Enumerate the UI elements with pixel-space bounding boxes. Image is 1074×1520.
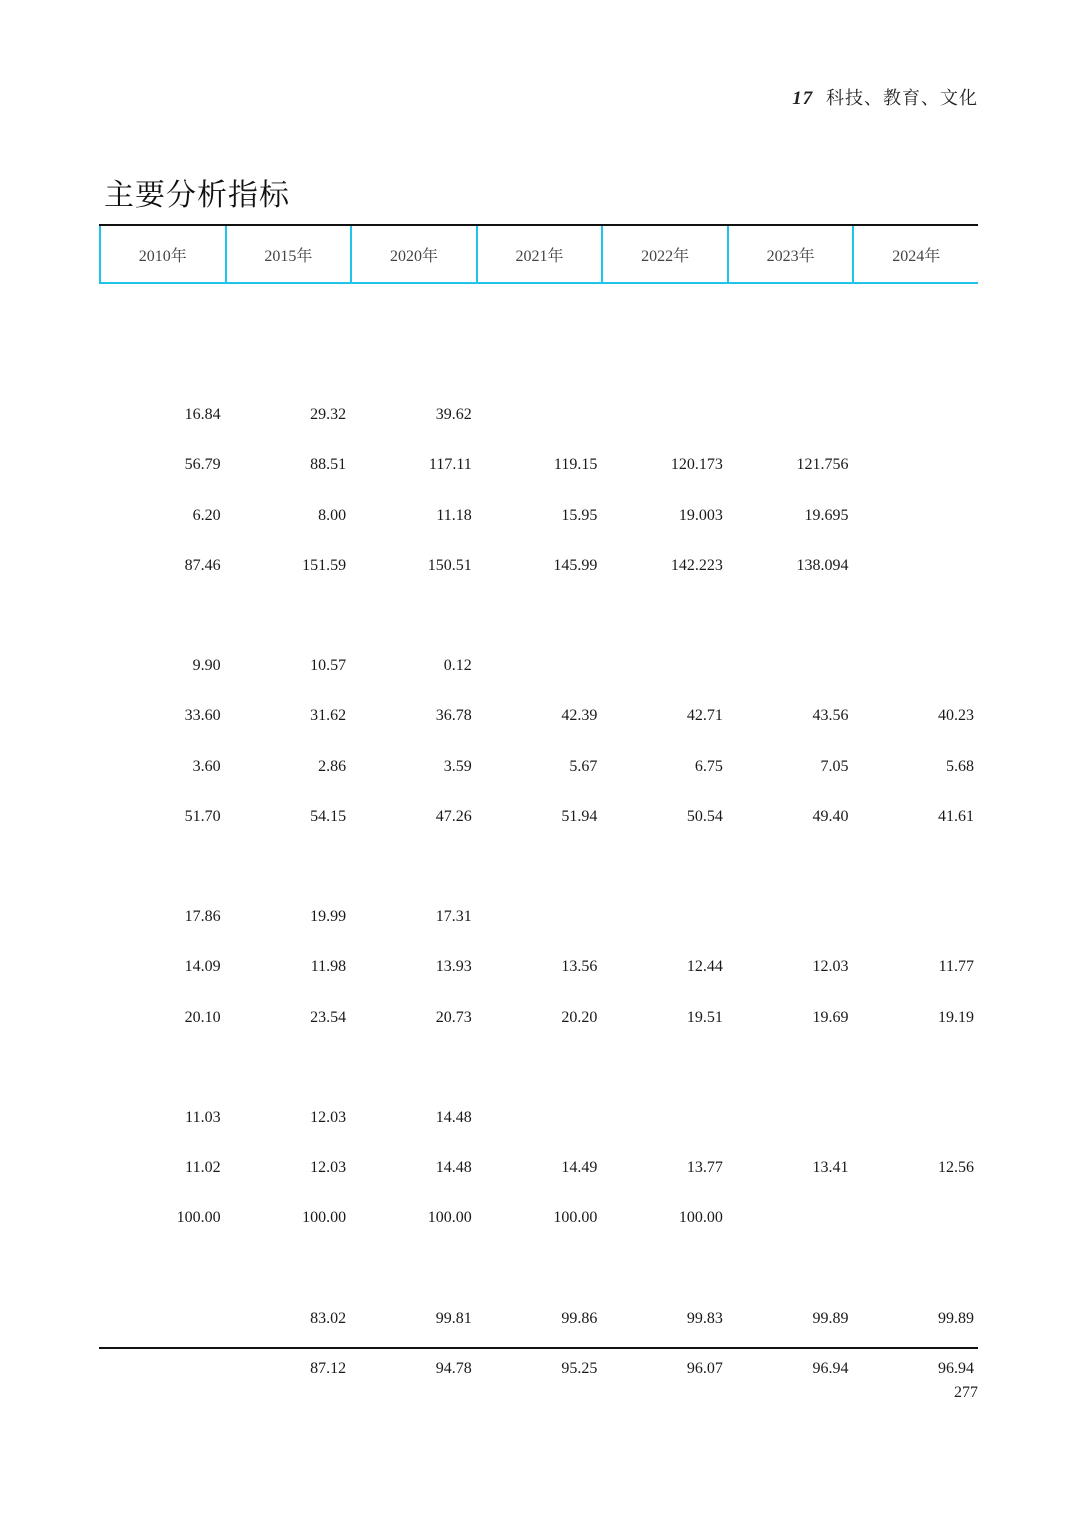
table-cell: 43.56	[812, 707, 849, 725]
table-cell: 36.78	[435, 707, 472, 725]
table-cell: 83.02	[310, 1309, 347, 1327]
column-header: 2023年	[727, 226, 853, 282]
running-head	[792, 84, 978, 110]
table-cell: 19.51	[686, 1008, 723, 1026]
table-row	[99, 491, 978, 541]
table-cell: 11.77	[938, 958, 975, 976]
table-cell: 6.75	[694, 757, 723, 775]
table-cell: 11.98	[310, 958, 347, 976]
table-cell: 14.49	[561, 1159, 598, 1177]
table-cell: 42.39	[561, 707, 598, 725]
table-body	[99, 340, 978, 1394]
table-cell: 13.77	[686, 1159, 723, 1177]
table-cell: 7.05	[820, 757, 849, 775]
table-cell: 19.003	[678, 506, 723, 524]
table-cell: 100.00	[427, 1209, 472, 1227]
table-cell: 12.03	[310, 1108, 347, 1126]
table-row	[99, 792, 978, 842]
table-cell: 13.93	[435, 958, 472, 976]
table-cell: 94.78	[435, 1359, 472, 1377]
table-cell: 13.56	[561, 958, 598, 976]
table-cell: 23.54	[310, 1008, 347, 1026]
table-cell: 12.03	[812, 958, 849, 976]
table-row	[99, 1093, 978, 1143]
column-header: 2021年	[476, 226, 602, 282]
table-cell: 138.094	[796, 556, 849, 574]
section-gap-row	[99, 591, 978, 641]
page-number: 277	[954, 1384, 978, 1401]
table-cell: 29.32	[310, 406, 347, 424]
table-cell: 17.86	[184, 908, 221, 926]
table-cell: 100.00	[678, 1209, 723, 1227]
table-cell: 20.73	[435, 1008, 472, 1026]
table-cell: 39.62	[435, 406, 472, 424]
table-row	[99, 942, 978, 992]
table-row	[99, 691, 978, 741]
column-header: 2024年	[852, 226, 978, 282]
table-cell: 14.09	[184, 958, 221, 976]
table-cell: 119.15	[553, 456, 598, 474]
table-cell: 12.44	[686, 958, 723, 976]
table-cell: 3.59	[443, 757, 472, 775]
chapter-title: 科技、教育、文化	[826, 88, 978, 109]
table-cell: 96.07	[686, 1359, 723, 1377]
column-header: 2020年	[350, 226, 476, 282]
table-cell: 88.51	[310, 456, 347, 474]
table-cell: 87.12	[310, 1359, 347, 1377]
table-cell: 100.00	[176, 1209, 221, 1227]
table-row	[99, 742, 978, 792]
table-cell: 99.83	[686, 1309, 723, 1327]
section-gap-row	[99, 340, 978, 390]
table-cell: 100.00	[302, 1209, 347, 1227]
table-header-row	[99, 226, 978, 284]
table-cell: 56.79	[184, 456, 221, 474]
table-cell: 19.99	[310, 908, 347, 926]
table-cell: 16.84	[184, 406, 221, 424]
table-cell: 9.90	[192, 657, 221, 675]
table-cell: 0.12	[443, 657, 472, 675]
table-row	[99, 440, 978, 490]
table-cell: 12.03	[310, 1159, 347, 1177]
table-cell: 5.68	[946, 757, 975, 775]
table-cell: 5.67	[569, 757, 598, 775]
table-cell: 11.18	[436, 506, 472, 524]
section-gap-row	[99, 1243, 978, 1293]
column-header: 2010年	[99, 226, 225, 282]
table-cell: 3.60	[192, 757, 221, 775]
table-cell: 17.31	[435, 908, 472, 926]
table-cell: 11.02	[185, 1159, 221, 1177]
table-cell: 54.15	[310, 807, 347, 825]
table-cell: 121.756	[796, 456, 849, 474]
table-cell: 20.10	[184, 1008, 221, 1026]
table-row	[99, 390, 978, 440]
table-cell: 117.11	[428, 456, 472, 474]
table-cell: 99.89	[938, 1309, 975, 1327]
table-cell: 31.62	[310, 707, 347, 725]
table-cell: 120.173	[670, 456, 723, 474]
table-cell: 96.94	[938, 1359, 975, 1377]
table-cell: 40.23	[938, 707, 975, 725]
table-cell: 19.695	[804, 506, 849, 524]
table-cell: 14.48	[435, 1108, 472, 1126]
table-cell: 49.40	[812, 807, 849, 825]
table-cell: 50.54	[686, 807, 723, 825]
table-cell: 12.56	[938, 1159, 975, 1177]
table-cell: 41.61	[938, 807, 975, 825]
table-cell: 10.57	[310, 657, 347, 675]
page-title: 主要分析指标	[104, 178, 290, 214]
table-row	[99, 1143, 978, 1193]
table-cell: 20.20	[561, 1008, 598, 1026]
table-cell: 99.81	[435, 1309, 472, 1327]
table-row	[99, 1193, 978, 1243]
table-cell: 145.99	[553, 556, 598, 574]
table-cell: 142.223	[670, 556, 723, 574]
table-cell: 19.19	[938, 1008, 975, 1026]
section-gap-row	[99, 842, 978, 892]
table-row	[99, 1344, 978, 1394]
table-cell: 11.03	[185, 1108, 221, 1126]
table-row	[99, 1294, 978, 1344]
table-cell: 47.26	[435, 807, 472, 825]
table-cell: 99.89	[812, 1309, 849, 1327]
table-cell: 2.86	[318, 757, 347, 775]
table-row	[99, 892, 978, 942]
table-cell: 8.00	[318, 506, 347, 524]
table-cell: 51.94	[561, 807, 598, 825]
table-cell: 150.51	[427, 556, 472, 574]
table-cell: 99.86	[561, 1309, 598, 1327]
table-row	[99, 641, 978, 691]
table-cell: 13.41	[812, 1159, 849, 1177]
section-gap-row	[99, 1043, 978, 1093]
table-cell: 14.48	[435, 1159, 472, 1177]
table-row	[99, 541, 978, 591]
chapter-number: 17	[792, 88, 814, 109]
table-bottom-rule	[99, 1347, 978, 1349]
table-cell: 151.59	[302, 556, 347, 574]
table-cell: 100.00	[553, 1209, 598, 1227]
column-header: 2022年	[601, 226, 727, 282]
table-cell: 15.95	[561, 506, 598, 524]
table-cell: 51.70	[184, 807, 221, 825]
table-cell: 42.71	[686, 707, 723, 725]
table-cell: 95.25	[561, 1359, 598, 1377]
table-cell: 87.46	[184, 556, 221, 574]
table-cell: 6.20	[192, 506, 221, 524]
table-cell: 96.94	[812, 1359, 849, 1377]
column-header: 2015年	[225, 226, 351, 282]
table-row	[99, 992, 978, 1042]
table-cell: 19.69	[812, 1008, 849, 1026]
table-cell: 33.60	[184, 707, 221, 725]
